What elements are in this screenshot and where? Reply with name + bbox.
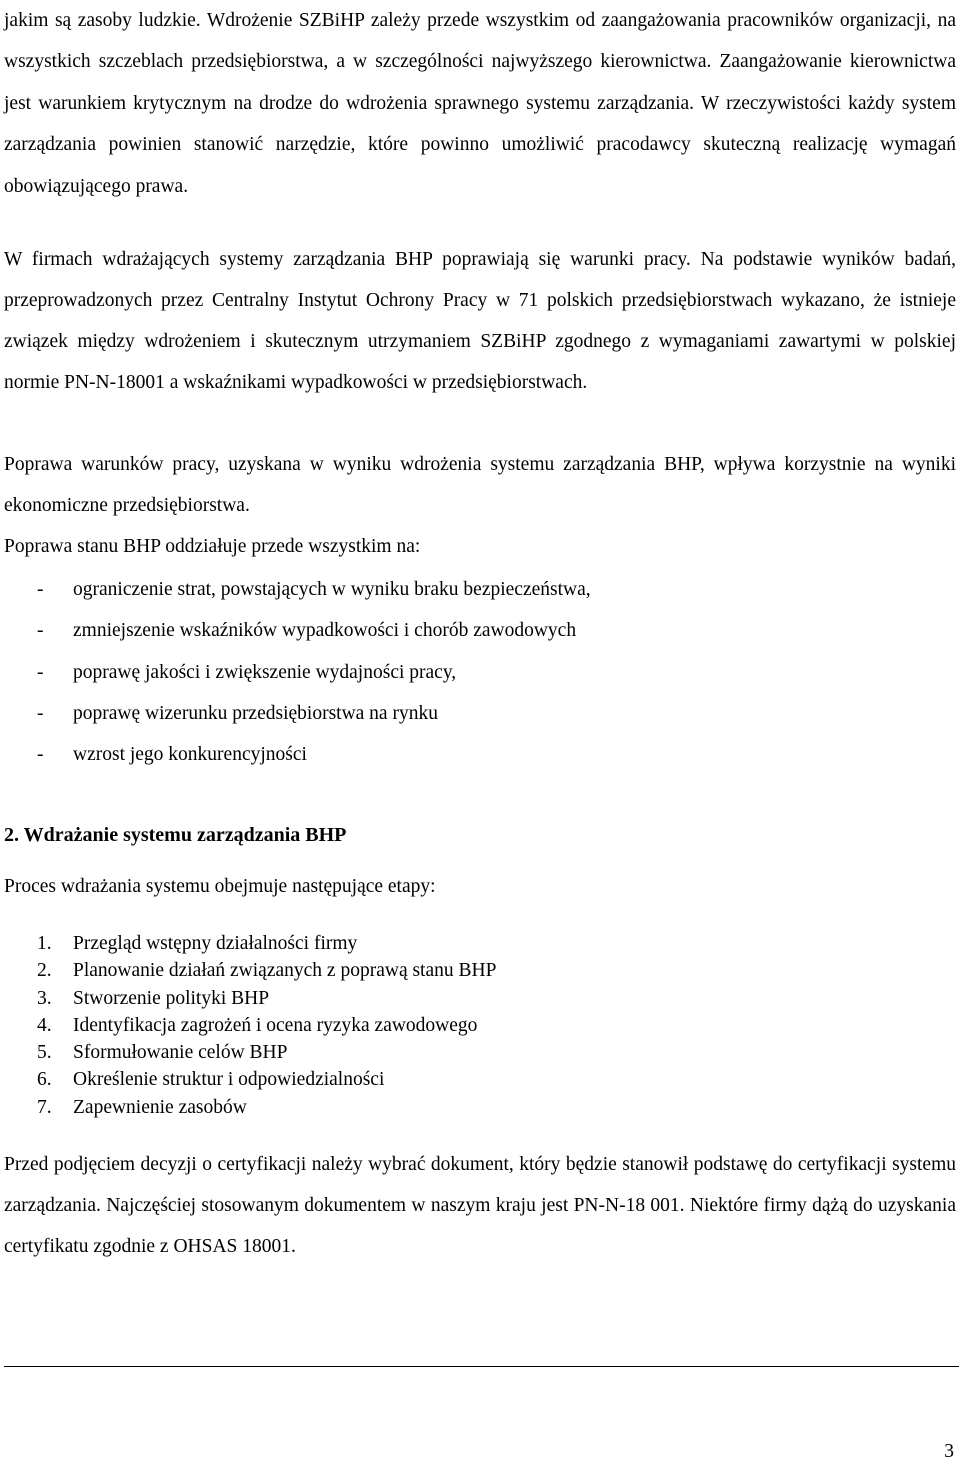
list-item-text: ograniczenie strat, powstających w wyniku braku bezpieczeństwa, — [73, 579, 591, 600]
step-number: 7. — [37, 1096, 52, 1118]
section-intro: Proces wdrażania systemu obejmuje następujące etapy: — [4, 876, 436, 897]
page-number: 3 — [944, 1441, 954, 1462]
step-number: 4. — [37, 1014, 52, 1036]
paragraph-research-results: W firmach wdrażających systemy zarządzania BHP poprawiają się warunki pracy. Na podstawie wyników badań, przeprowadzonych przez Centralny Instytut Ochrony Pracy w 71 polskich przedsiębiorstwach wykazano, że istnieje związek między wdrożeniem i skutecznym utrzymaniem SZBiHP zgodnego z wymaganiami zawartymi w polskiej normie PN-N-18001 a wskaźnikami wypadkowości w przedsiębiorstwach. — [4, 249, 956, 393]
list-item-text: poprawę wizerunku przedsiębiorstwa na rynku — [73, 702, 438, 724]
paragraph-bhp-impact-intro: Poprawa stanu BHP oddziałuje przede wszystkim na: — [4, 536, 421, 557]
step-number: 1. — [37, 933, 52, 954]
step-number: 6. — [37, 1069, 52, 1091]
list-item-marker: - — [37, 579, 44, 600]
list-item — [0, 610, 960, 651]
step-number: 2. — [37, 960, 52, 982]
step-text: Zapewnienie zasobów — [73, 1096, 247, 1118]
list-item-text: wzrost jego konkurencyjności — [73, 744, 307, 765]
step-text: Przegląd wstępny działalności firmy — [73, 933, 358, 954]
bhp-impact-list — [0, 569, 960, 775]
step-item — [0, 957, 960, 984]
list-item-text: poprawę jakości i zwiększenie wydajności pracy, — [73, 661, 457, 683]
footnote-divider — [4, 1366, 959, 1367]
list-item-marker: - — [37, 620, 44, 642]
implementation-steps-list — [0, 930, 960, 1121]
step-item — [0, 1066, 960, 1093]
list-item-marker: - — [37, 702, 44, 724]
step-text: Określenie struktur i odpowiedzialności — [73, 1069, 385, 1091]
step-item — [0, 1039, 960, 1066]
step-text: Sformułowanie celów BHP — [73, 1042, 288, 1064]
list-item-marker: - — [37, 744, 44, 765]
section-heading: 2. Wdrażanie systemu zarządzania BHP — [4, 824, 347, 846]
step-item — [0, 985, 960, 1012]
step-item — [0, 1094, 960, 1121]
step-text: Stworzenie polityki BHP — [73, 987, 270, 1009]
list-item-text: zmniejszenie wskaźników wypadkowości i chorób zawodowych — [73, 620, 577, 642]
list-item-marker: - — [37, 661, 44, 683]
paragraph-certification: Przed podjęciem decyzji o certyfikacji należy wybrać dokument, który będzie stanowił podstawę do certyfikacji systemu zarządzania. Najczęściej stosowanym dokumentem w naszym kraju jest PN-N-18 001. Niektóre firmy dążą do uzyskania certyfikatu zgodnie z OHSAS 18001. — [4, 1154, 956, 1257]
step-item — [0, 1012, 960, 1039]
step-number: 5. — [37, 1042, 52, 1064]
paragraph-leadership-commitment: jakim są zasoby ludzkie. Wdrożenie SZBiHP zależy przede wszystkim od zaangażowania pracowników organizacji, na wszystkich szczeblach przedsiębiorstwa, a w szczególności najwyższego kierownictwa. Zaangażowanie kierownictwa jest warunkiem krytycznym na drodze do wdrożenia sprawnego systemu zarządzania. W rzeczywistości każdy system zarządzania powinien stanowić narzędzie, które powinno umożliwić pracodawcy skuteczną realizację wymagań obowiązującego prawa. — [4, 10, 956, 197]
list-item — [0, 734, 960, 775]
paragraph-economic-impact: Poprawa warunków pracy, uzyskana w wyniku wdrożenia systemu zarządzania BHP, wpływa korzystnie na wyniki ekonomiczne przedsiębiorstwa. — [4, 454, 956, 516]
step-item — [0, 930, 960, 957]
step-number: 3. — [37, 987, 52, 1009]
list-item — [0, 693, 960, 734]
step-text: Planowanie działań związanych z poprawą stanu BHP — [73, 960, 497, 982]
list-item — [0, 569, 960, 610]
list-item — [0, 652, 960, 693]
step-text: Identyfikacja zagrożeń i ocena ryzyka zawodowego — [73, 1014, 478, 1036]
